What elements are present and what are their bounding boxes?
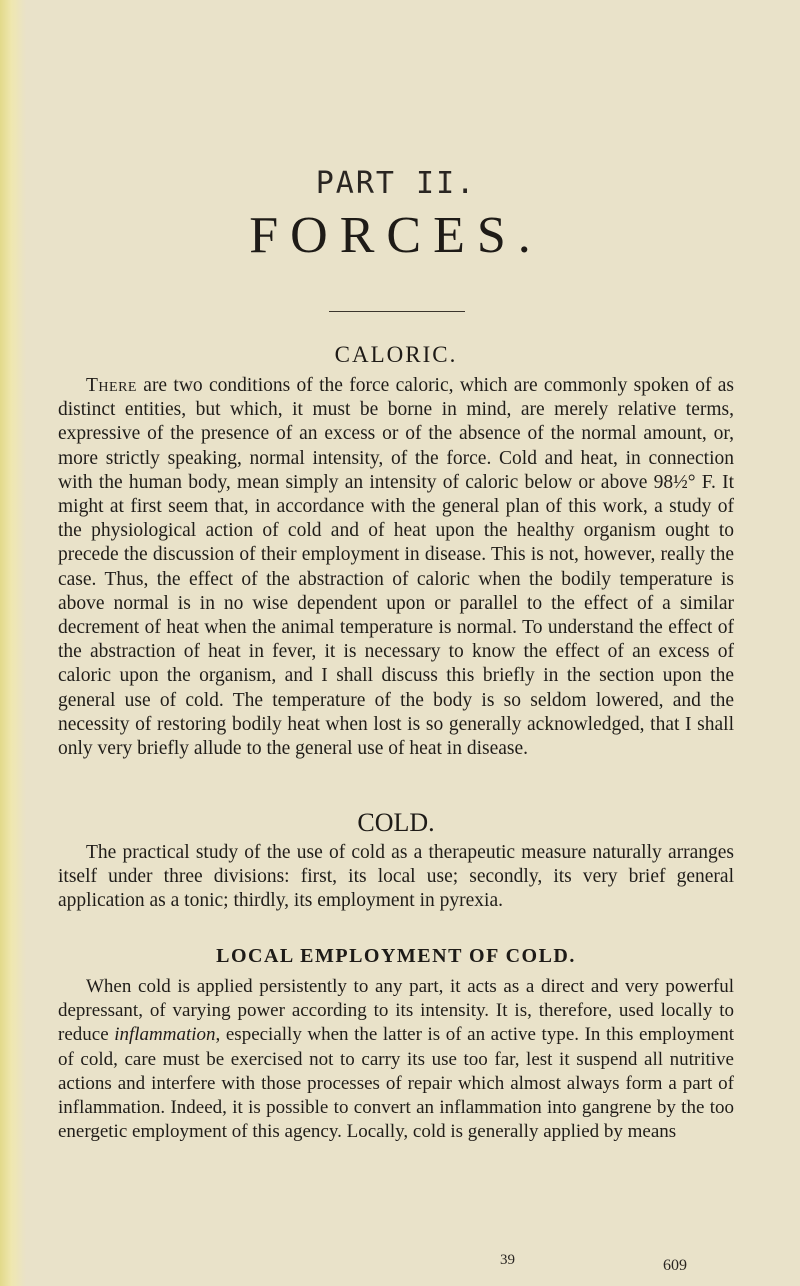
page-number: 609 <box>663 1257 687 1274</box>
book-page <box>58 0 734 1286</box>
section-heading-cold: COLD. <box>357 808 435 837</box>
part-heading: PART II. <box>315 166 477 201</box>
section-heading-local-employment: LOCAL EMPLOYMENT OF COLD. <box>216 945 576 967</box>
paragraph-local-employment <box>58 975 734 1144</box>
signature-mark: 39 <box>500 1252 515 1268</box>
page-binding-edge <box>0 0 26 1286</box>
italic-term: inflammation <box>114 1024 216 1046</box>
paragraph-local-text-end: , especially when the latter is of an active type. In this employment of cold, care must be exercised not to carry its use too far, lest it suspend all nutritive actions and interfere with those processes of repair which almost always form a part of inflammation. Indeed, it is possible to convert an inflammation into gangrene by the too energetic employment of this agency. Locally, cold is generally applied by means <box>58 1024 734 1143</box>
heading-rule <box>329 311 465 312</box>
paragraph-caloric-text: are two conditions of the force caloric, which are commonly spoken of as distinct entities, but which, it must be borne in mind, are merely relative terms, expressive of the presence of an excess or of the absence of the normal amount, or, more strictly speaking, normal intensity, of the force. Cold and heat, in connection with the human body, mean simply an intensity of caloric below or above 98½° F. It might at first seem that, in accordance with the general plan of this work, a study of the physiological action of cold and of heat upon the healthy organism ought to precede the discussion of their employment in disease. This is not, however, really the case. Thus, the effect of the abstraction of caloric when the bodily temperature is above normal is in no wise dependent upon or parallel to the effect of a similar decrement of heat when the animal temperature is normal. To understand the effect of the abstraction of heat in fever, it is necessary to know the effect of an excess of caloric upon the organism, and I shall discuss this briefly in the section upon the general use of cold. The temperature of the body is so seldom lowered, and the necessity of restoring bodily heat when lost is so generally acknowledged, that I shall only very briefly allude to the general use of heat in disease. <box>58 375 734 760</box>
paragraph-lead-word: There <box>86 375 137 396</box>
chapter-title: FORCES. <box>249 207 543 264</box>
paragraph-local-text-start: When cold is applied persistently to any part, it acts as a direct and very powerful depressant, of varying power according to its intensity. It is, therefore, used locally to reduce <box>58 976 734 1046</box>
section-heading-caloric: CALORIC. <box>334 342 458 367</box>
paragraph-caloric <box>58 374 734 761</box>
paragraph-cold: The practical study of the use of cold as a therapeutic measure naturally arranges itself under three divisions: first, its local use; secondly, its very brief general application as a tonic; thirdly, its employment in pyrexia. <box>58 842 734 912</box>
